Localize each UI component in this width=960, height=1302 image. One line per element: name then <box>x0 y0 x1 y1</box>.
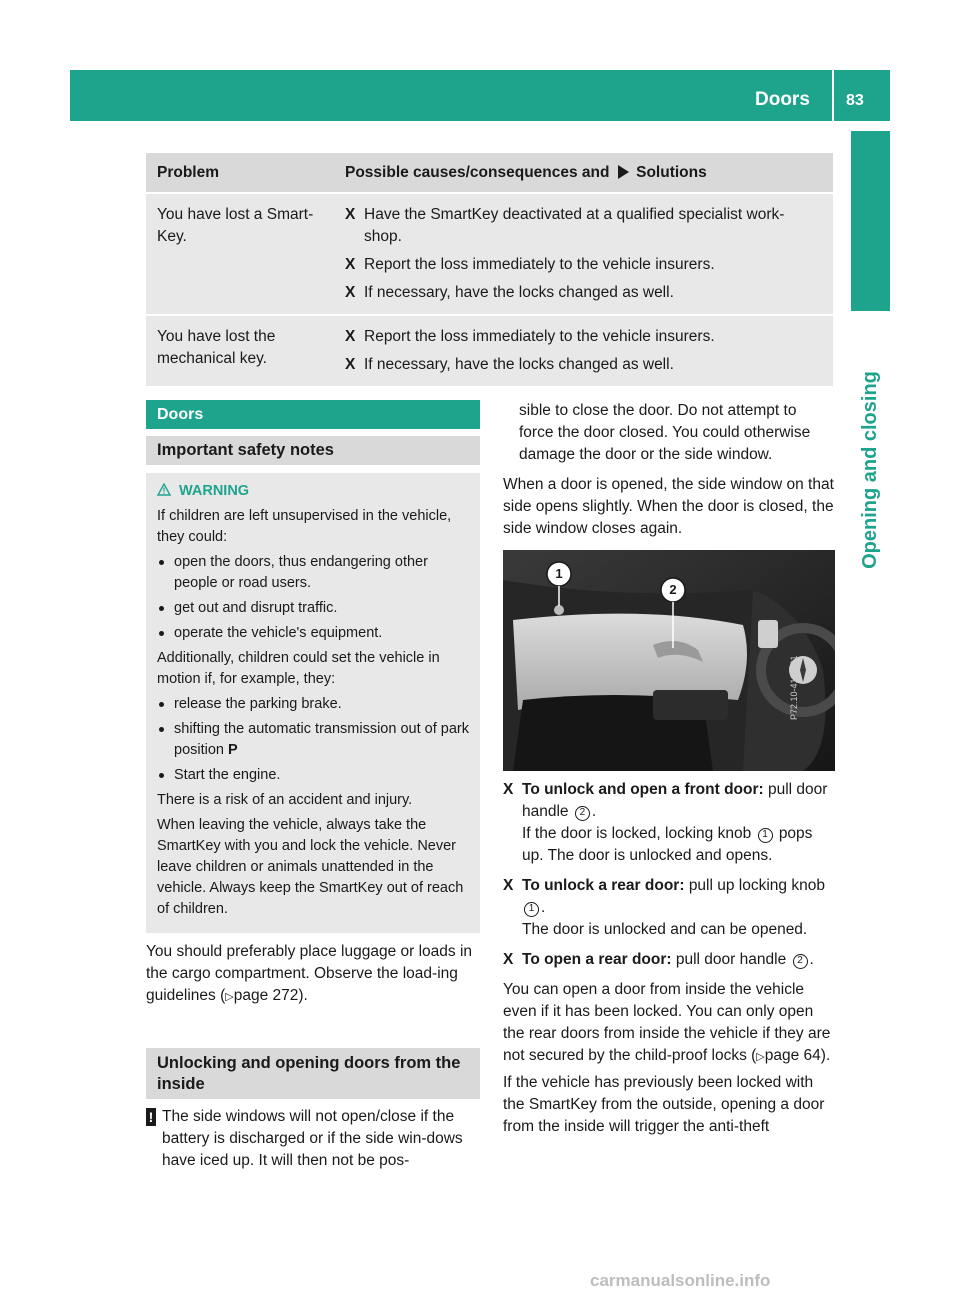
solution-step: X If necessary, have the locks changed as well. <box>345 354 822 376</box>
list-item: operate the vehicle's equipment. <box>157 623 473 644</box>
step-arrow-icon: X <box>503 781 514 798</box>
solution-step: X Report the loss immediately to the vehicle insurers. <box>345 254 822 276</box>
page-ref-icon: ▷ <box>756 1051 765 1063</box>
note-block <box>146 1106 480 1172</box>
warning-middle: Additionally, children could set the vehicle in motion if, for example, they: <box>157 650 440 687</box>
inside-paragraph: You can open a door from inside the vehicle even if it has been locked. You can only open the rear doors from inside the vehicle if they are not secured by the child-proof locks (▷page 64). <box>503 981 831 1064</box>
page-ref-icon: ▷ <box>225 991 234 1003</box>
photo-code: P72.10-4187-31 <box>789 655 799 720</box>
right-column <box>503 400 835 1138</box>
note-text: The side windows will not open/close if the battery is discharged or if the side win-dows have iced up. It will then not be pos- <box>162 1108 463 1169</box>
safety-heading: Important safety notes <box>146 436 480 465</box>
warning-intro: If children are left unsupervised in the vehicle, they could: <box>157 508 452 545</box>
step-arrow-icon: X <box>345 284 356 301</box>
warning-title: WARNING <box>179 483 250 499</box>
solution-cell <box>334 193 833 315</box>
window-paragraph: When a door is opened, the side window on that side opens slightly. When the door is closed, the side window closes again. <box>503 476 834 537</box>
list-item: get out and disrupt traffic. <box>157 598 473 619</box>
solution-step: X Have the SmartKey deactivated at a qualified specialist work-shop. <box>345 206 785 245</box>
list-item: open the doors, thus endangering other people or road users. <box>157 552 473 594</box>
instruction-step: X To unlock and open a front door: pull door handle 2 . If the door is locked, locking knob 1 pops up. The door is unlocked and opens. <box>503 781 828 864</box>
col-header-problem: Problem <box>146 153 334 193</box>
callout-2: 2 <box>669 582 677 597</box>
section-title: Doors <box>755 89 810 110</box>
callout-1: 1 <box>555 566 563 581</box>
chapter-label: Opening and closing <box>859 371 881 569</box>
warning-advice: When leaving the vehicle, always take the SmartKey with you and lock the vehicle. Never leave children or animals unattended in the vehicle. Always keep the SmartKey out of reach of children. <box>157 817 464 917</box>
arrow-icon <box>618 165 629 179</box>
warning-risk: There is a risk of an accident and injury. <box>157 792 413 808</box>
note-continuation: sible to close the door. Do not attempt to force the door closed. You could otherwise damage the door or the side window. <box>519 402 811 463</box>
col-header-solutions <box>334 153 833 193</box>
col-header-causes: Possible causes/consequences and <box>345 163 610 181</box>
page-ref-link[interactable]: page 272). <box>233 987 308 1004</box>
instruction-step: X To unlock a rear door: pull up locking knob 1 . The door is unlocked and can be opened. <box>503 877 825 938</box>
warning-box <box>146 473 480 933</box>
problem-cell: You have lost the mechanical key. <box>146 315 334 386</box>
step-arrow-icon: X <box>345 328 356 345</box>
chapter-tab <box>851 131 890 311</box>
callout-ref: 1 <box>524 902 539 917</box>
step-arrow-icon: X <box>503 951 514 968</box>
theft-paragraph: If the vehicle has previously been locked with the SmartKey from the outside, opening a door from the inside will trigger the anti-theft <box>503 1074 825 1135</box>
luggage-paragraph: You should preferably place luggage or loads in the cargo compartment. Observe the load-ing guidelines (▷page 272). <box>146 943 473 1004</box>
table-header-row <box>146 153 833 193</box>
warning-title-row <box>157 481 473 502</box>
table-row <box>146 315 833 386</box>
solution-cell <box>334 315 833 386</box>
instruction-step: X To open a rear door: pull door handle 2 . <box>503 949 835 971</box>
solution-step: X Report the loss immediately to the vehicle insurers. <box>345 326 822 348</box>
problem-table <box>146 153 833 386</box>
step-arrow-icon: X <box>503 877 514 894</box>
list-item: release the parking brake. <box>157 694 473 715</box>
step-arrow-icon: X <box>345 356 356 373</box>
step-arrow-icon: X <box>345 206 356 223</box>
park-position-label: P <box>228 742 238 758</box>
left-column <box>146 400 480 1172</box>
page-number: 83 <box>846 92 864 109</box>
callout-ref: 1 <box>758 828 773 843</box>
unlock-heading: Unlocking and opening doors from the inside <box>146 1048 480 1099</box>
list-item: shifting the automatic transmission out of park position P <box>157 719 473 761</box>
list-item: Start the engine. <box>157 765 473 786</box>
header-separator <box>832 70 834 121</box>
callout-ref: 2 <box>793 954 808 969</box>
watermark: carmanualsonline.info <box>590 1271 771 1290</box>
door-photo <box>503 550 835 771</box>
table-row <box>146 193 833 315</box>
col-header-solutions-label: Solutions <box>636 163 707 181</box>
callout-ref: 2 <box>575 806 590 821</box>
warning-triangle-icon <box>157 481 179 502</box>
page-ref-link[interactable]: page 64). <box>764 1047 831 1064</box>
problem-cell: You have lost a Smart-Key. <box>146 193 334 315</box>
solution-step: X If necessary, have the locks changed as well. <box>345 282 822 304</box>
step-arrow-icon: X <box>345 256 356 273</box>
exclamation-icon: ! <box>146 1108 156 1126</box>
doors-heading: Doors <box>146 400 480 429</box>
